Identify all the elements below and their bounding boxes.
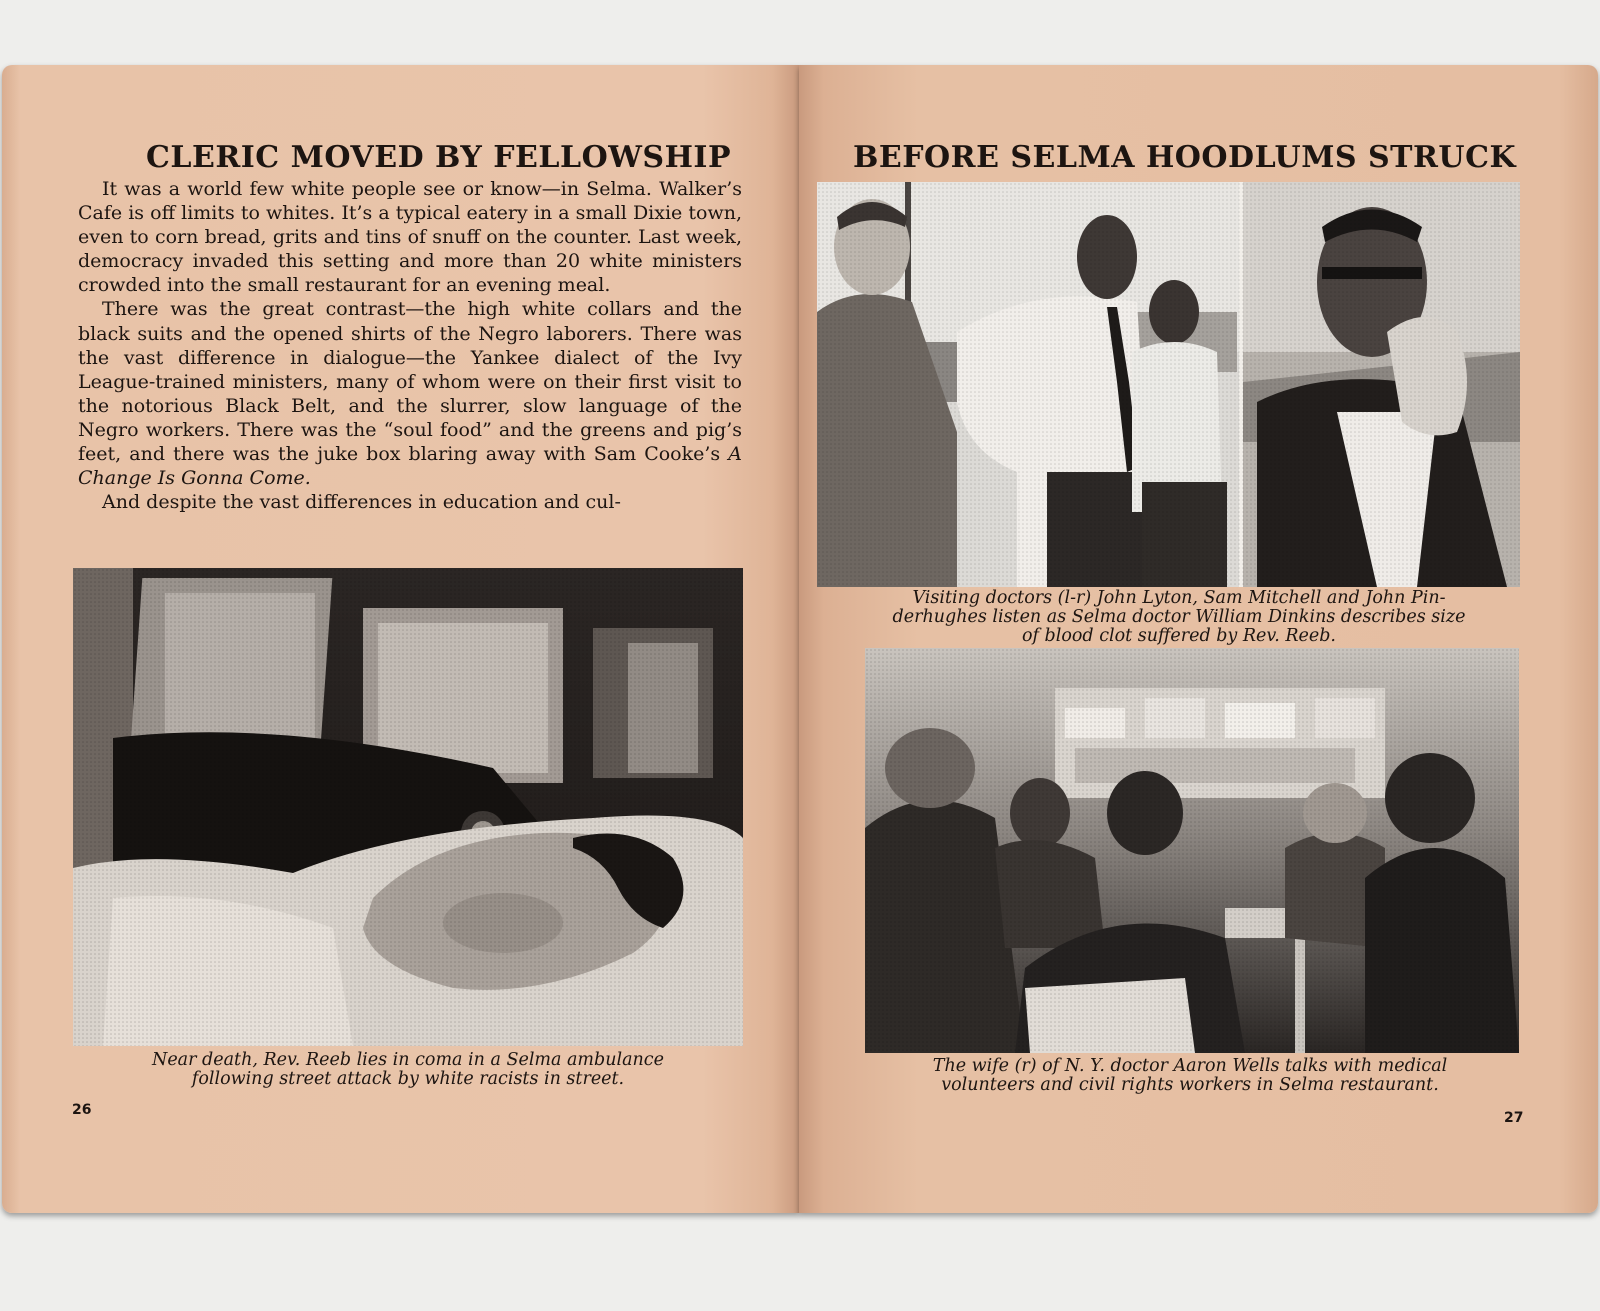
article-body	[78, 177, 742, 514]
article-paragraph-1: It was a world few white people see or know—in Selma. Walker’s Cafe is off limits to whites. It’s a typical eatery in a small Dixie town, even to corn bread, grits and tins of snuff on the counter. Last week, democracy invaded this setting and more than 20 white ministers crowded into the small restaurant for an evening meal.	[78, 178, 742, 297]
article-paragraph-2-main: There was the great contrast—the high white collars and the black suits and the opened shirts of the Negro laborers. There was the vast difference in dialogue—the Yankee dialect of the Ivy League-trained ministers, many of whom were on their first visit to the notorious Black Belt, and the slurrer, slow language of the Negro workers. There was the “soul food” and the greens and pig’s feet, and there was the juke box blaring away with Sam	[78, 298, 742, 466]
restaurant-photo	[865, 648, 1519, 1053]
doctors-photo-caption	[839, 589, 1519, 646]
article-paragraph-3: And despite the vast differences in education and cul-	[102, 491, 621, 514]
ambulance-photo-image	[73, 568, 743, 1046]
restaurant-photo-image	[865, 648, 1519, 1053]
ambulance-photo-caption	[70, 1051, 746, 1089]
ambulance-caption-line-2: following street attack by white racists in street.	[191, 1069, 625, 1089]
left-page	[2, 65, 799, 1213]
restaurant-photo-caption	[855, 1057, 1525, 1095]
article-paragraph-2	[78, 297, 742, 490]
ambulance-caption-line-1: Near death, Rev. Reeb lies in coma in a Selma ambulance	[152, 1050, 664, 1070]
song-title: A Change Is Gonna Come.	[78, 443, 742, 490]
article-paragraph-2-tail: Cooke’s	[644, 443, 729, 466]
left-headline: CLERIC MOVED BY FELLOWSHIP	[146, 140, 732, 175]
right-page-number: 27	[1504, 1110, 1524, 1126]
right-headline: BEFORE SELMA HOODLUMS STRUCK	[853, 140, 1517, 175]
magazine-spread	[2, 65, 1598, 1213]
right-page	[799, 65, 1598, 1213]
ambulance-photo	[73, 568, 743, 1046]
doctors-caption-line-2: derhughes listen as Selma doctor William Dinkins describes size	[892, 607, 1466, 627]
restaurant-caption-line-2: volunteers and civil rights workers in Selma restaurant.	[941, 1075, 1439, 1095]
restaurant-caption-line-1: The wife (r) of N. Y. doctor Aaron Wells talks with medical	[932, 1056, 1448, 1076]
left-page-number: 26	[72, 1102, 92, 1118]
doctors-caption-line-3: of blood clot suffered by Rev. Reeb.	[1021, 626, 1336, 646]
doctors-photo-image	[817, 182, 1520, 587]
doctors-photo	[817, 182, 1520, 587]
doctors-caption-line-1: Visiting doctors (l-r) John Lyton, Sam Mitchell and John Pin-	[912, 588, 1446, 608]
